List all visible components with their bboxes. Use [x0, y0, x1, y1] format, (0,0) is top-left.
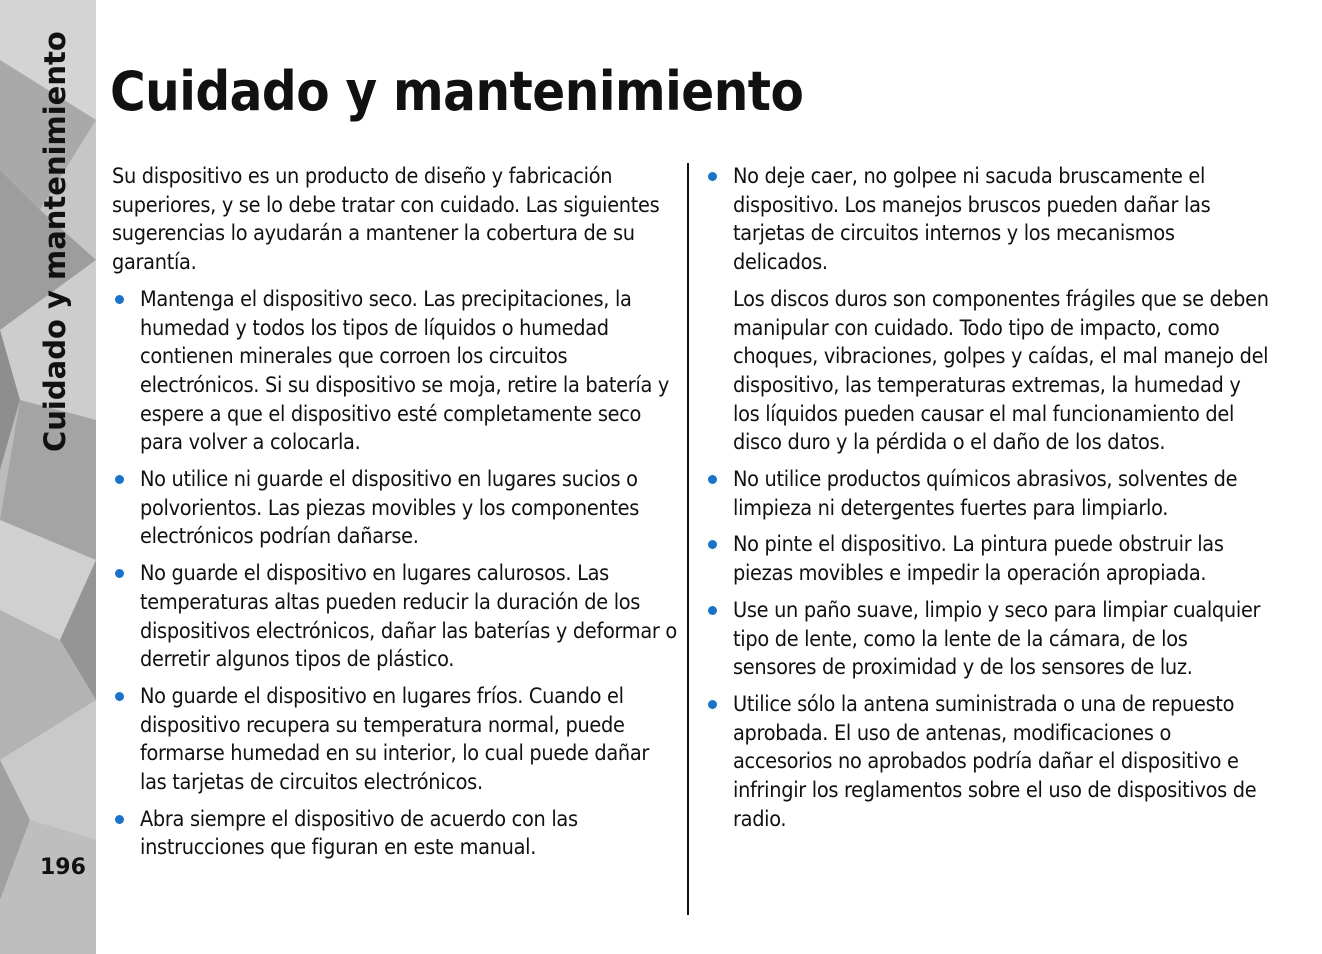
intro-paragraph: Su dispositivo es un producto de diseño y fabricación superiores, y se lo debe tratar con cuidado. Las siguientes sugerencias lo ayudarán a mantener la cobertura de su garantía. [112, 164, 660, 276]
list-item: No guarde el dispositivo en lugares fríos. Cuando el dispositivo recupera su temperatura normal, puede formarse humedad en su interior, lo cual puede dañar las tarjetas de circuitos electrónicos. [112, 683, 678, 798]
list-item: No pinte el dispositivo. La pintura puede obstruir las piezas movibles e impedir la operación apropiada. [705, 531, 1271, 588]
list-item: Use un paño suave, limpio y seco para limpiar cualquier tipo de lente, como la lente de la cámara, de los sensores de proximidad y de los sensores de luz. [705, 597, 1271, 683]
column-divider [687, 163, 689, 915]
care-list-right [705, 163, 1271, 834]
list-item: No guarde el dispositivo en lugares calurosos. Las temperaturas altas pueden reducir la duración de los dispositivos electrónicos, dañar las baterías y deformar o derretir algunos tipos de plástico. [112, 560, 678, 675]
care-list-left [112, 286, 678, 863]
sidebar [0, 0, 96, 954]
list-item: Abra siempre el dispositivo de acuerdo con las instrucciones que figuran en este manual. [112, 806, 678, 863]
right-column [705, 163, 1271, 842]
page-title: Cuidado y mantenimiento [110, 60, 804, 123]
list-item: No utilice productos químicos abrasivos, solventes de limpieza ni detergentes fuertes para limpiarlo. [705, 466, 1271, 523]
list-item-text: No deje caer, no golpee ni sacuda bruscamente el dispositivo. Los manejos bruscos pueden dañar las tarjetas de circuitos internos y los mecanismos delicados. [733, 164, 1211, 276]
list-item: No utilice ni guarde el dispositivo en lugares sucios o polvorientos. Las piezas movibles y los componentes electrónicos podrían dañarse. [112, 466, 678, 552]
left-column [112, 163, 678, 871]
page-number: 196 [40, 855, 86, 880]
list-item: Utilice sólo la antena suministrada o una de repuesto aprobada. El uso de antenas, modificaciones o accesorios no aprobados podría dañar el dispositivo e infringir los reglamentos sobre el uso de dispositivos de radio. [705, 691, 1271, 835]
hard-drive-note: Los discos duros son componentes frágiles que se deben manipular con cuidado. Todo tipo de impacto, como choques, vibraciones, golpes y caídas, el mal manejo del dispositivo, las temperaturas extremas, la humedad y los líquidos pueden causar el mal funcionamiento del disco duro y la pérdida o el daño de los datos. [733, 286, 1269, 456]
list-item [705, 163, 1271, 458]
list-item: Mantenga el dispositivo seco. Las precipitaciones, la humedad y todos los tipos de líquidos o humedad contienen minerales que corroen los circuitos electrónicos. Si su dispositivo se moja, retire la batería y espere a que el dispositivo esté completamente seco para volver a colocarla. [112, 286, 678, 458]
sidebar-section-title: Cuidado y mantenimiento [38, 31, 72, 452]
